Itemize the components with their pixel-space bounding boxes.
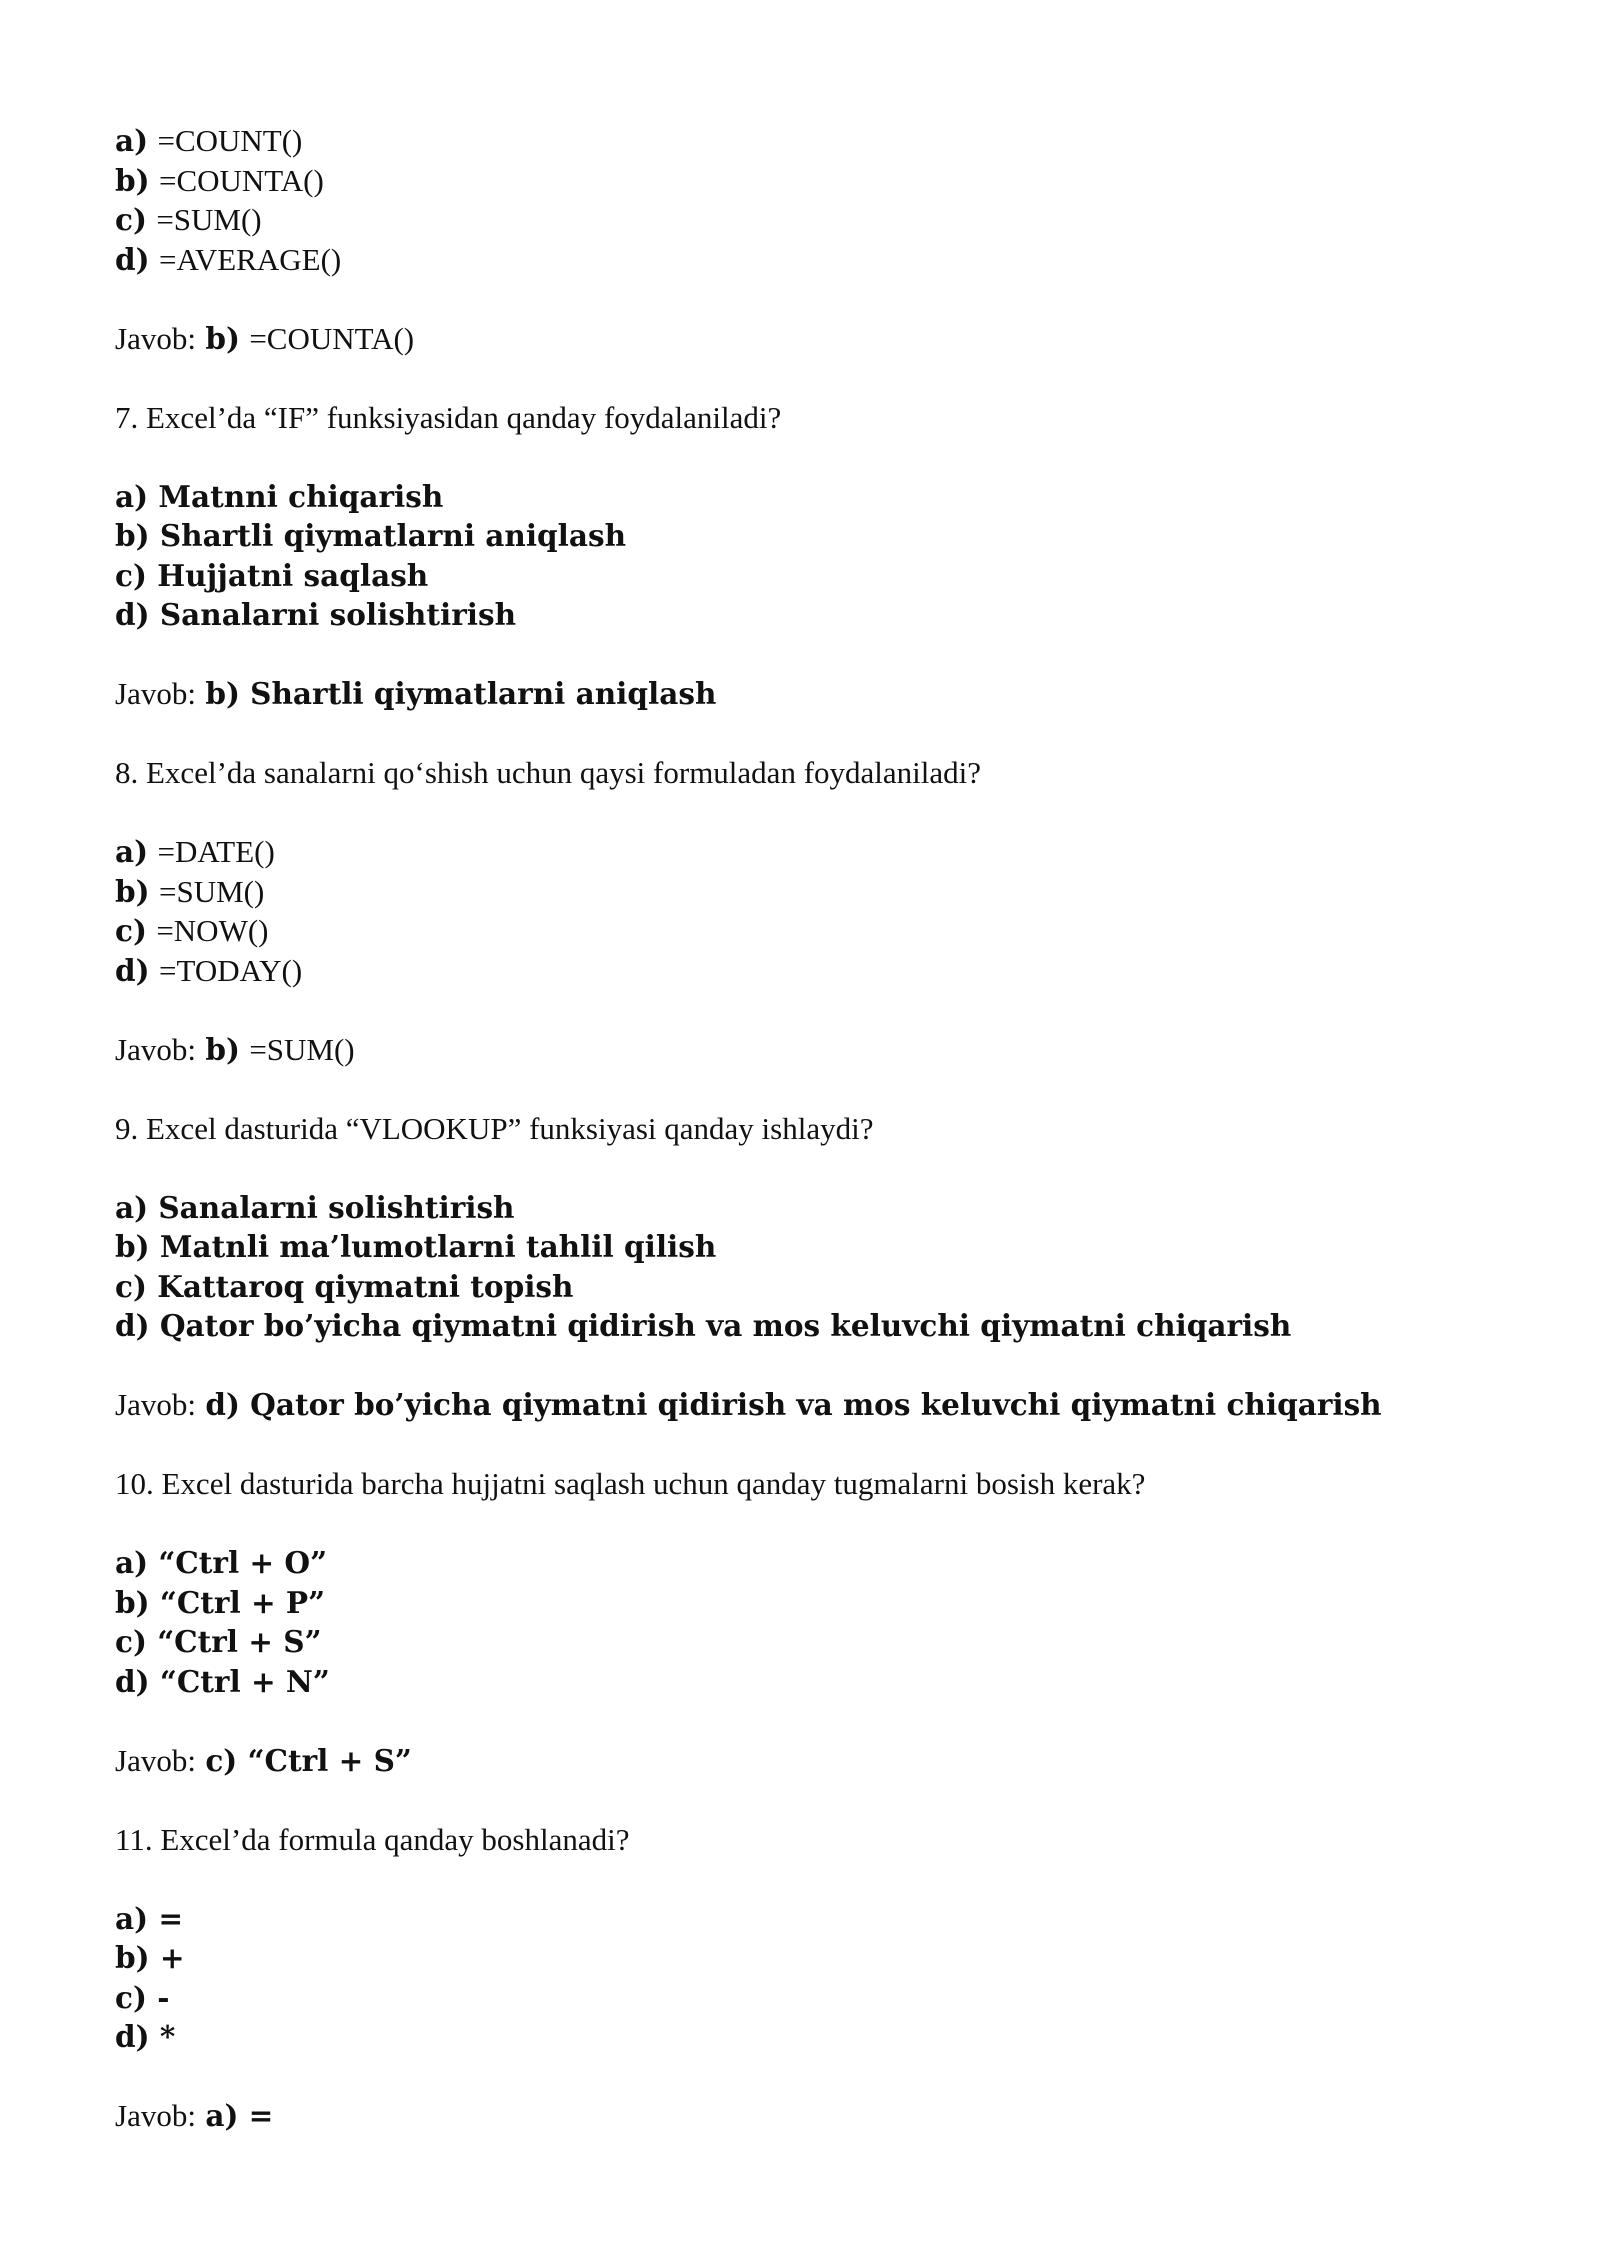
q6-option-c: c) =SUM() bbox=[115, 202, 262, 237]
q7-option-b: b) Shartli qiymatlarni aniqlash bbox=[115, 518, 627, 553]
document-page bbox=[115, 121, 1515, 2136]
q8-option-b: b) =SUM() bbox=[115, 873, 265, 909]
q10-option-a: a) “Ctrl + O” bbox=[115, 1545, 328, 1580]
q7-answer: Javob: b) Shartli qiymatlarni aniqlash bbox=[115, 676, 717, 711]
q11-option-b: b) + bbox=[115, 1940, 185, 1975]
q11-answer: Javob: a) = bbox=[115, 2098, 274, 2133]
q9-option-d: d) Qator bo’yicha qiymatni qidirish va mos keluvchi qiymatni chiqarish bbox=[115, 1308, 1292, 1343]
q11-option-d: d) * bbox=[115, 2019, 176, 2054]
q11-option-c: c) - bbox=[115, 1979, 170, 2015]
q11-question: 11. Excel’da formula qanday boshlanadi? bbox=[115, 1821, 630, 1857]
q8-question: 8. Excel’da sanalarni qo‘shish uchun qaysi formuladan foydalaniladi? bbox=[115, 755, 982, 790]
q7-option-d: d) Sanalarni solishtirish bbox=[115, 597, 517, 632]
q10-option-b: b) “Ctrl + P” bbox=[115, 1584, 326, 1620]
q8-option-c: c) =NOW() bbox=[115, 913, 269, 948]
q7-option-c: c) Hujjatni saqlash bbox=[115, 557, 429, 593]
q6-option-d: d) =AVERAGE() bbox=[115, 241, 342, 277]
q6-option-a: a) =COUNT() bbox=[115, 123, 303, 158]
q11-option-a: a) = bbox=[115, 1900, 184, 1936]
q9-option-a: a) Sanalarni solishtirish bbox=[115, 1189, 515, 1225]
q10-option-c: c) “Ctrl + S” bbox=[115, 1624, 322, 1659]
q8-answer: Javob: b) =SUM() bbox=[115, 1031, 355, 1067]
q6-answer: Javob: b) =COUNTA() bbox=[115, 320, 415, 356]
q7-option-a: a) Matnni chiqarish bbox=[115, 478, 444, 514]
q8-option-d: d) =TODAY() bbox=[115, 952, 303, 988]
q9-option-c: c) Kattaroq qiymatni topish bbox=[115, 1268, 574, 1304]
q8-option-a: a) =DATE() bbox=[115, 834, 275, 869]
q9-option-b: b) Matnli ma’lumotlarni tahlil qilish bbox=[115, 1229, 717, 1264]
q10-answer: Javob: c) “Ctrl + S” bbox=[115, 1742, 412, 1778]
q10-option-d: d) “Ctrl + N” bbox=[115, 1663, 330, 1699]
q9-answer: Javob: d) Qator bo’yicha qiymatni qidirish va mos keluvchi qiymatni chiqarish bbox=[115, 1387, 1382, 1422]
q7-question: 7. Excel’da “IF” funksiyasidan qanday foydalaniladi? bbox=[115, 399, 782, 435]
q10-question: 10. Excel dasturida barcha hujjatni saqlash uchun qanday tugmalarni bosish kerak? bbox=[115, 1466, 1146, 1501]
q9-question: 9. Excel dasturida “VLOOKUP” funksiyasi qanday ishlaydi? bbox=[115, 1110, 874, 1146]
q6-option-b: b) =COUNTA() bbox=[115, 162, 324, 198]
